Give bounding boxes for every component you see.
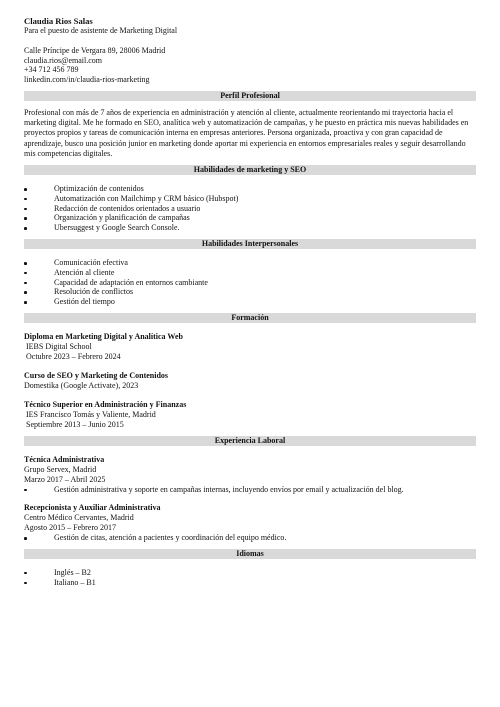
education-title: Curso de SEO y Marketing de Contenidos [24,370,169,380]
languages-list [24,568,476,588]
address: Calle Príncipe de Vergara 89, 28006 Madrid [24,45,166,55]
education-entry [24,371,476,391]
bullet-icon [24,208,27,211]
list-item: Organización y planificación de campañas [24,213,476,223]
bullet-icon [24,291,27,294]
bullet-icon [24,489,27,492]
list-item: Automatización con Mailchimp y CRM básico (Hubspot) [24,194,476,204]
spacer [24,36,476,46]
candidate-name: Claudia Rios Salas [24,16,93,26]
section-header-education: Formación [24,313,476,323]
education-school: IES Francisco Tomás y Valiente, Madrid [26,410,156,420]
job-duties [24,485,476,495]
job-dates: Agosto 2015 – Febrero 2017 [24,523,116,533]
interpersonal-skills-list [24,258,476,307]
job-company: Grupo Servex, Madrid [24,464,97,474]
list-item: Gestión de citas, atención a pacientes y coordinación del equipo médico. [24,533,476,543]
list-item: Italiano – B1 [24,578,476,588]
job-title: Técnica Administrativa [24,454,105,464]
list-item: Comunicación efectiva [24,258,476,268]
education-title: Diploma en Marketing Digital y Analítica Web [24,331,183,341]
list-item: Optimización de contenidos [24,184,476,194]
job-dates: Marzo 2017 – Abril 2025 [24,474,106,484]
education-school: Domestika (Google Activate), 2023 [24,380,139,390]
list-item: Gestión del tiempo [24,297,476,307]
section-header-interpersonal-skills: Habilidades Interpersonales [24,239,476,249]
bullet-icon [24,282,27,285]
list-item: Capacidad de adaptación en entornos cambiante [24,278,476,288]
list-item: Ubersuggest y Google Search Console. [24,223,476,233]
list-item: Redacción de contenidos orientados a usuario [24,204,476,214]
education-entry [24,400,476,430]
bullet-icon [24,227,27,230]
job-title: Recepcionista y Auxiliar Administrativa [24,503,161,513]
section-header-marketing-skills: Habilidades de marketing y SEO [24,165,476,175]
education-dates: Octubre 2023 – Febrero 2024 [26,351,121,361]
candidate-subtitle: Para el puesto de asistente de Marketing Digital [24,26,178,35]
bullet-icon [24,262,27,265]
bullet-icon [24,572,27,575]
list-item: Resolución de conflictos [24,287,476,297]
profile-text: Profesional con más de 7 años de experiencia en administración y atención al cliente, actualmente reorientando mi trayectoria hacia el marketing digital. Me he formado en SEO, analítica web y automatización de campañas, y he puesto en práctica mis nuevas habilidades en proyectos propios y tareas de comunicación interna en empresas anteriores. Persona organizada, proactiva y con gran capacidad de aprendizaje, busco una posición junior en marketing donde aportar mi experiencia en entornos empresariales reales y seguir desarrollando mis competencias digitales. [24,107,469,158]
bullet-icon [24,217,27,220]
bullet-icon [24,301,27,304]
job-company: Centro Médico Cervantes, Madrid [24,513,134,523]
marketing-skills-list [24,184,476,233]
phone: +34 712 456 789 [24,65,79,75]
list-item: Inglés – B2 [24,568,476,578]
bullet-icon [24,198,27,201]
education-title: Técnico Superior en Administración y Finanzas [24,400,187,410]
list-item: Atención al cliente [24,268,476,278]
section-header-languages: Idiomas [24,549,476,559]
bullet-icon [24,537,27,540]
education-school: IEBS Digital School [26,341,92,351]
email: claudia.rios@email.com [24,55,103,65]
education-dates: Septiembre 2013 – Junio 2015 [26,420,124,430]
linkedin: linkedin.com/in/claudia-rios-marketing [24,75,150,85]
bullet-icon [24,272,27,275]
bullet-icon [24,188,27,191]
section-header-experience: Experiencia Laboral [24,436,476,446]
experience-entry [24,455,476,494]
section-header-profile: Perfil Profesional [24,91,476,101]
resume-page [24,16,476,587]
bullet-icon [24,582,27,585]
list-item: Gestión administrativa y soporte en campañas internas, incluyendo envíos por email y actualización del blog. [24,485,476,495]
education-entry [24,332,476,362]
job-duties [24,533,476,543]
experience-entry [24,503,476,542]
